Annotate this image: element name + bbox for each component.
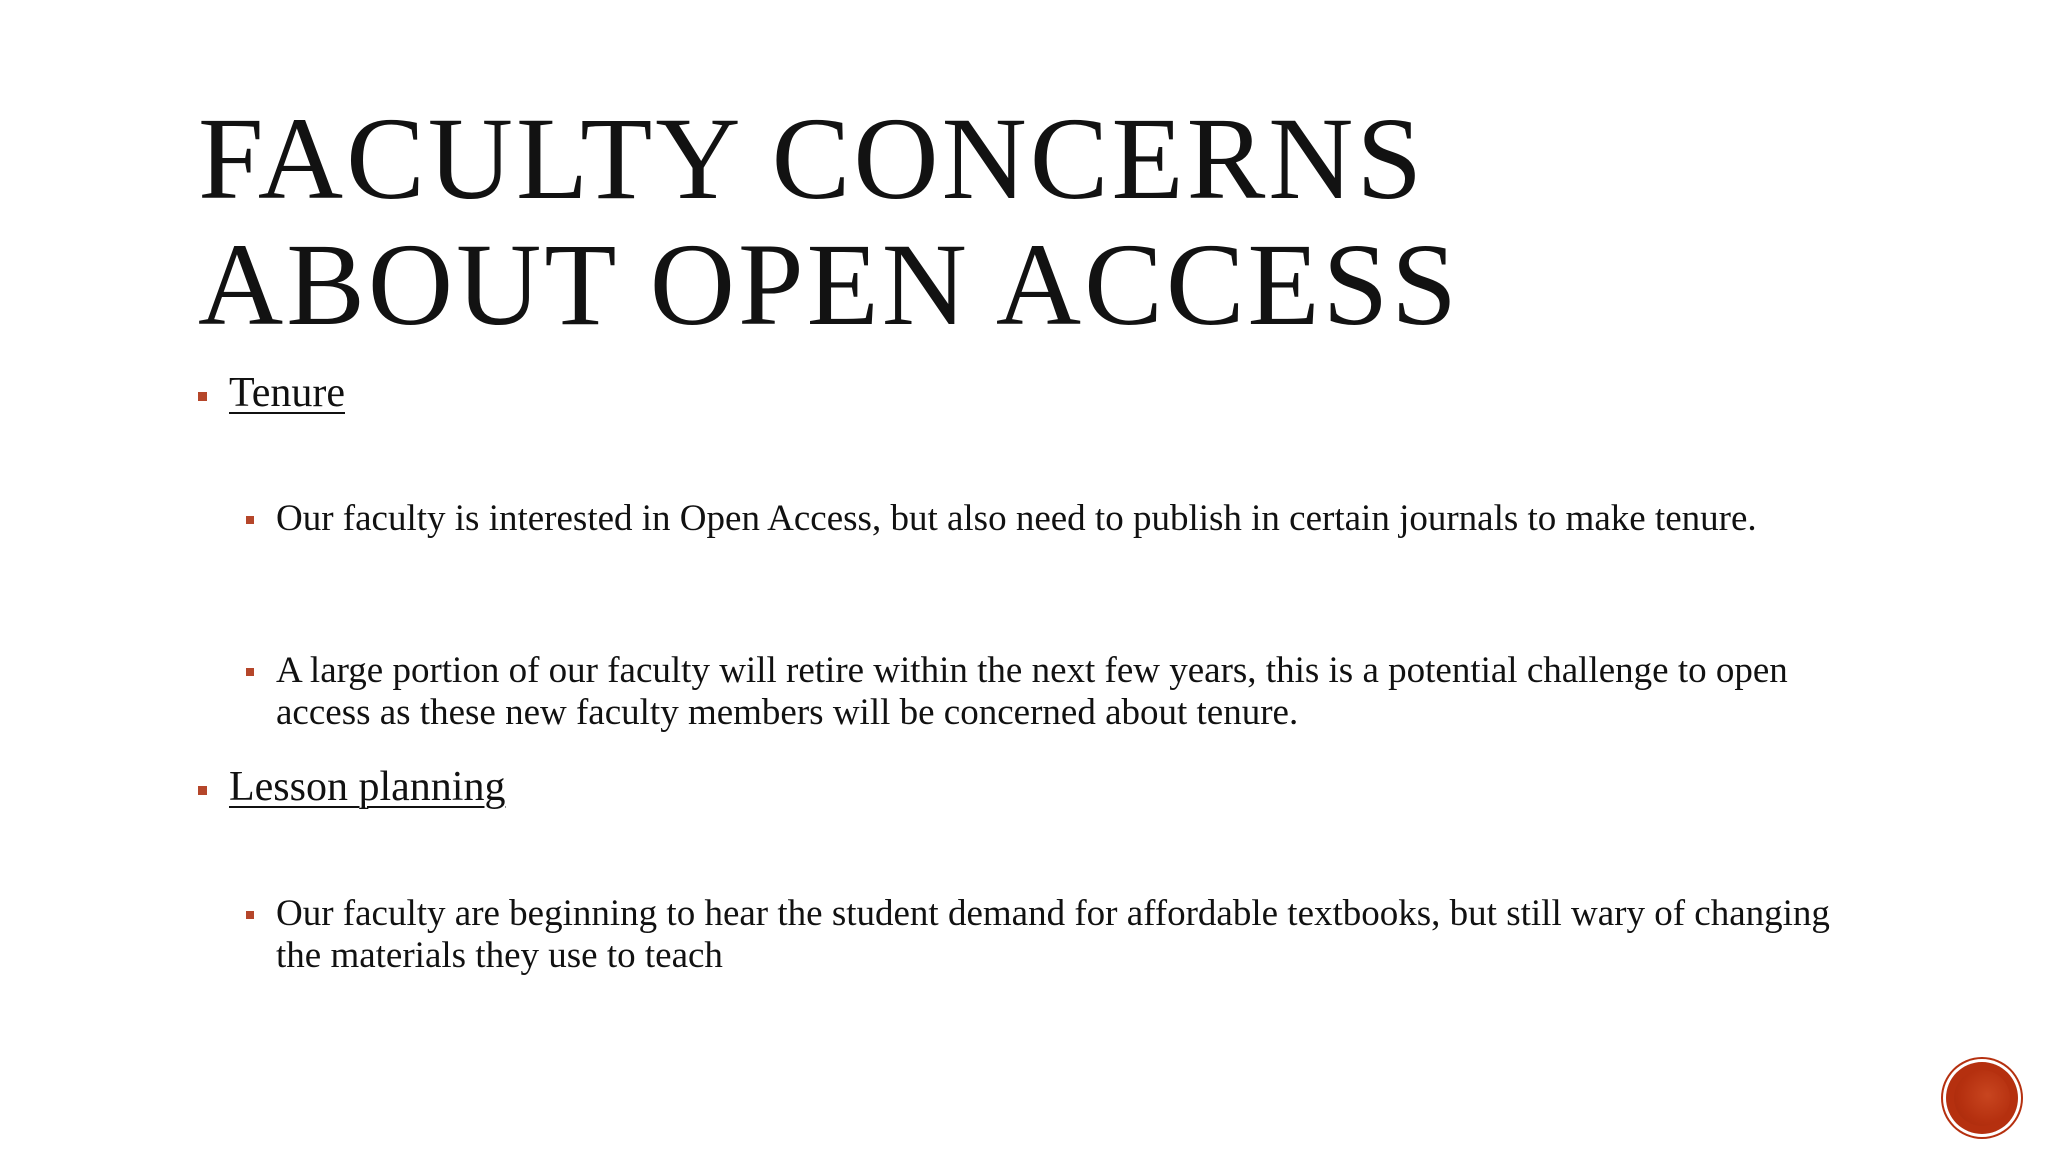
- bullet-marker: [198, 786, 207, 795]
- list-item-text: Our faculty are beginning to hear the student demand for affordable textbooks, but still wary of changing the materials they use to teach: [276, 893, 1830, 976]
- bullet-marker: [198, 392, 207, 401]
- bullet-marker: [246, 516, 254, 524]
- section-heading-tenure: [198, 370, 345, 416]
- bullet-marker: [246, 911, 254, 919]
- section-heading-text: Tenure: [229, 370, 345, 416]
- list-item-text: Our faculty is interested in Open Access, but also need to publish in certain journals to make tenure.: [276, 498, 1757, 539]
- list-item: [246, 650, 1866, 734]
- list-item: [246, 893, 1866, 977]
- section-heading-lesson-planning: [198, 764, 505, 810]
- slide-nav-button[interactable]: [1946, 1062, 2018, 1134]
- list-item-text: A large portion of our faculty will retire within the next few years, this is a potential challenge to open access as these new faculty members will be concerned about tenure.: [276, 650, 1788, 733]
- slide-title: [198, 93, 1698, 350]
- title-line-2: ABOUT OPEN ACCESS: [198, 219, 1460, 350]
- section-heading-text: Lesson planning: [229, 764, 506, 810]
- bullet-marker: [246, 668, 254, 676]
- list-item: [246, 498, 1866, 540]
- title-line-1: FACULTY CONCERNS: [198, 93, 1426, 224]
